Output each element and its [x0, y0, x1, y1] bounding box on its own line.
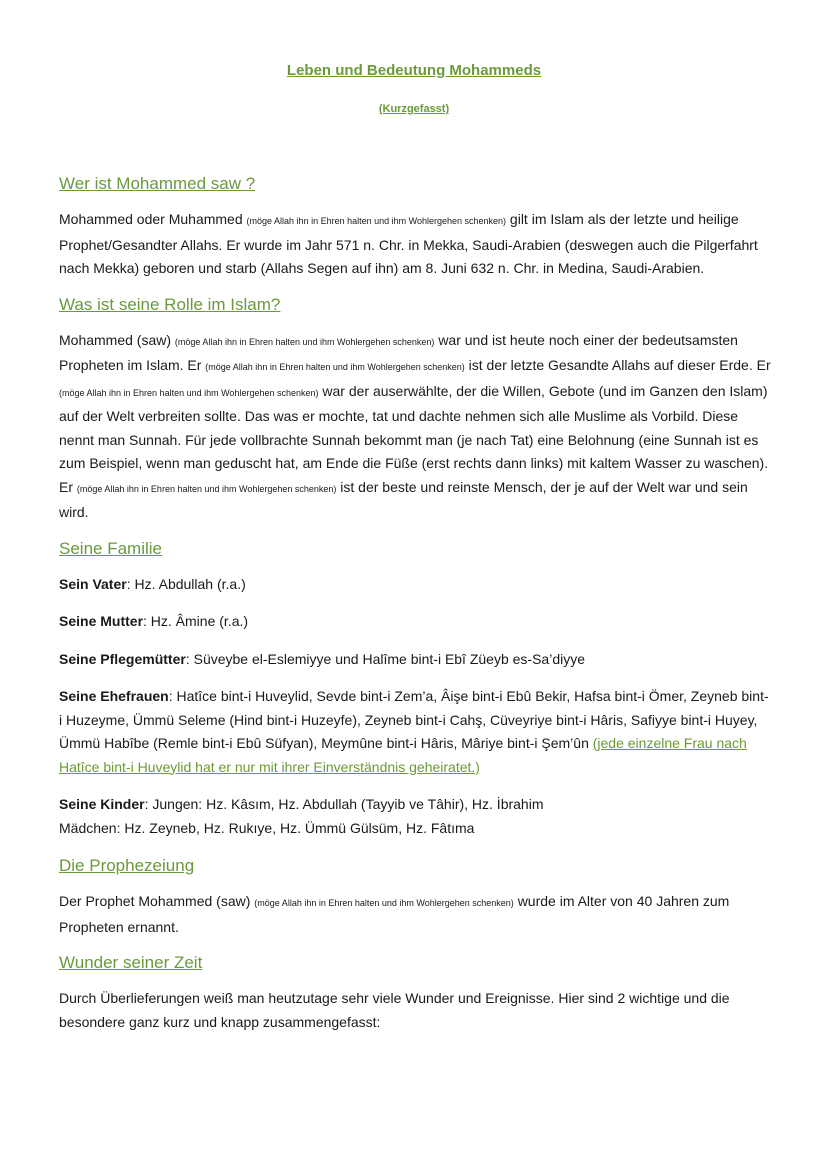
text: wurde im Alter von 40 Jahren zum Propheten ernannt. — [59, 893, 730, 935]
label-kinder: Seine Kinder — [59, 796, 145, 812]
text: gilt im Islam als der letzte und heilige Prophet/Gesandter Allahs. Er wurde im Jahr 571 n. Chr. in Mekka, Saudi-Arabien (deswegen auch die Pilgerfahrt nach Mekka) geboren und starb (Allahs Segen auf ihn) am 8. Juni 632 n. Chr. in Medina, Saudi-Arabien. — [59, 211, 758, 276]
heading-seine-familie: Seine Familie — [59, 538, 162, 558]
label-pflegemuetter: Seine Pflegemütter — [59, 650, 186, 667]
heading-prophezeiung: Die Prophezeiung — [59, 856, 195, 875]
family-mutter — [59, 610, 771, 634]
blessing-note: (möge Allah ihn in Ehren halten und ihm Wohlergehen schenken) — [76, 483, 337, 494]
document-body — [59, 172, 771, 1046]
document-title: Leben und Bedeutung Mohammeds — [286, 62, 542, 79]
value-kinder-jungen: : Jungen: Hz. Kâsım, Hz. Abdullah (Tayyib ve Tâhir), Hz. İbrahim — [144, 796, 544, 812]
value-kinder-maedchen: Mädchen: Hz. Zeyneb, Hz. Rukıye, Hz. Ümmü Gülsüm, Hz. Fâtıma — [59, 819, 475, 836]
label-ehefrauen: Seine Ehefrauen — [59, 688, 169, 704]
text: Mohammed (saw) — [59, 331, 172, 348]
value-pflegemuetter: : Süveybe el-Eslemiyye und Halîme bint-i Ebî Züeyb es-Sa’diyye — [185, 650, 586, 667]
paragraph-rolle-im-islam — [59, 329, 771, 525]
family-ehefrauen — [59, 685, 771, 779]
blessing-note: (möge Allah ihn in Ehren halten und ihm Wohlergehen schenken) — [205, 362, 465, 372]
text: ist der beste und reinste Mensch, der je auf der Welt war und sein wird. — [59, 478, 748, 520]
text: war der auserwählte, der die Willen, Gebote (und im Ganzen den Islam) auf der Welt verbreiten sollte. Das was er mochte, tat und dachte nehmen sich alle Muslime als Vorbild. Diese nennt man Sunnah. Für jede vollbrachte Sunnah bekommt man (je nach Tat) eine Belohnung (eine Sunnah ist es zum Beispiel, wenn man geduscht hat, am Ende die Füße (erst rechts dann links) mit kaltem Wasser zu waschen). Er — [59, 382, 769, 495]
paragraph-wunder: Durch Überlieferungen weiß man heutzutage sehr viele Wunder und Ereignisse. Hier sind 2 wichtige und die besondere ganz kurz und knapp zusammengefasst: — [59, 990, 730, 1030]
text: Der Prophet Mohammed (saw) — [59, 893, 251, 909]
blessing-note: (möge Allah ihn in Ehren halten und ihm Wohlergehen schenken) — [254, 898, 514, 908]
value-ehefrauen: : Hatîce bint-i Huveylid, Sevde bint-i Zem’a, Âişe bint-i Ebû Bekir, Hafsa bint-i Ömer, Zeyneb bint-i Huzeyme, Ümmü Seleme (Hind bint-i Huzeyfe), Zeyneb bint-i Cahş, Cüveyriye bint-i Hâris, Safiyye bint-i Huyey, Ümmü Habîbe (Remle bint-i Ebû Süfyan), Meymûne bint-i Hâris, Mâriye bint-i Şem’ûn — [59, 688, 769, 751]
heading-wunder-seiner-zeit: Wunder seiner Zeit — [59, 953, 203, 972]
value-mutter: : Hz. Âmine (r.a.) — [143, 613, 249, 629]
label-vater: Sein Vater — [59, 575, 127, 592]
family-vater — [59, 573, 771, 597]
label-mutter: Seine Mutter — [59, 613, 144, 629]
paragraph-prophezeiung — [59, 890, 771, 939]
blessing-note: (möge Allah ihn in Ehren halten und ihm Wohlergehen schenken) — [59, 387, 319, 398]
blessing-note: (möge Allah ihn in Ehren halten und ihm Wohlergehen schenken) — [246, 216, 507, 226]
heading-wer-ist-mohammed: Wer ist Mohammed saw ? — [59, 174, 256, 193]
text: ist der letzte Gesandte Allahs auf dieser Erde. Er — [468, 357, 771, 373]
text: war und ist heute noch einer der bedeutsamsten Propheten im Islam. Er — [59, 331, 738, 373]
text: Mohammed oder Muhammed — [59, 211, 243, 227]
value-vater: : Hz. Abdullah (r.a.) — [126, 575, 246, 592]
family-pflegemuetter — [59, 648, 771, 672]
blessing-note: (möge Allah ihn in Ehren halten und ihm Wohlergehen schenken) — [174, 336, 435, 347]
heading-rolle-im-islam: Was ist seine Rolle im Islam? — [59, 294, 281, 314]
family-list — [59, 573, 771, 841]
family-kinder — [59, 793, 771, 840]
ehefrauen-note: (jede einzelne Frau nach Hatîce bint-i Huveylid hat er nur mit ihrer Einverständnis geheiratet.) — [59, 735, 747, 775]
paragraph-wer-ist-mohammed — [59, 208, 771, 281]
document-subtitle: (Kurzgefasst) — [378, 103, 450, 115]
